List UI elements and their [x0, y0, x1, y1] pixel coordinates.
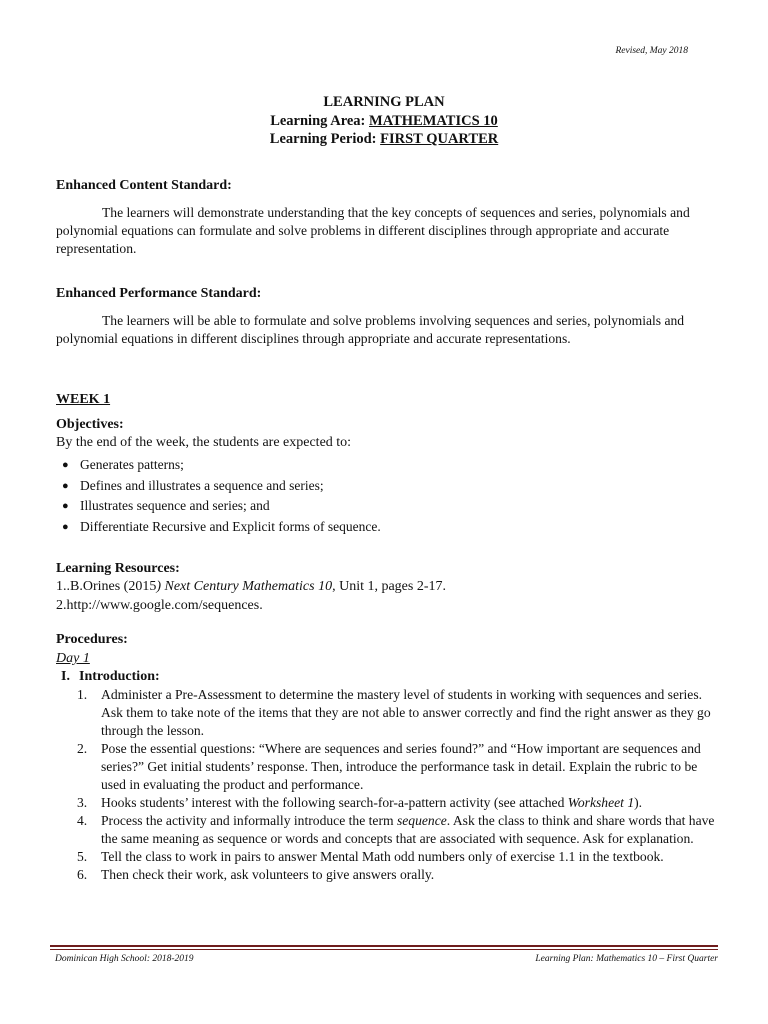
- resource-item-2: 2.http://www.google.com/sequences.: [56, 598, 263, 613]
- objectives-list: [62, 455, 381, 537]
- list-item: 4. Process the activity and informally introduce the term sequence. Ask the class to think and share words that have the same meaning as sequence or words and concepts that are associated with sequence. Ask for explanation.: [77, 813, 715, 846]
- footer-rule-thin: [50, 949, 718, 950]
- list-item: 5. Tell the class to work in pairs to answer Mental Math odd numbers only of exercise 1.1 in the textbook.: [77, 849, 664, 864]
- list-item: 6. Then check their work, ask volunteers to give answers orally.: [77, 867, 435, 882]
- content-standard-text: The learners will demonstrate understanding that the key concepts of sequences and series, polynomials and polynomial equations can formulate and solve problems in different disciplines through appropriate and accurate representation.: [56, 205, 690, 257]
- objectives-title: Objectives:: [56, 417, 124, 432]
- week-heading: WEEK 1: [56, 392, 111, 407]
- performance-standard-title: Enhanced Performance Standard:: [56, 286, 262, 301]
- revision-note: Revised, May 2018: [615, 46, 688, 56]
- resources-title: Learning Resources:: [56, 561, 180, 576]
- footer-title: Learning Plan: Mathematics 10 – First Quarter: [535, 954, 718, 964]
- content-standard-title: Enhanced Content Standard:: [56, 178, 232, 193]
- list-item: ● Generates patterns;: [62, 455, 381, 476]
- list-item: 2. Pose the essential questions: “Where are sequences and series found?” and “How important are sequences and series?” Get initial students’ response. Then, introduce the performance task in detail. Explain the rubric to be used in evaluating the product and performance.: [77, 741, 701, 792]
- learning-period-value: FIRST QUARTER: [380, 131, 499, 147]
- footer-school: Dominican High School: 2018-2019: [55, 954, 194, 964]
- performance-standard-text: The learners will be able to formulate and solve problems involving sequences and series, polynomials and polynomial equations in different disciplines through appropriate and accurate representations.: [56, 313, 685, 347]
- objectives-intro: By the end of the week, the students are expected to:: [56, 435, 352, 450]
- list-item: 3. Hooks students’ interest with the following search-for-a-pattern activity (see attached Worksheet 1).: [77, 795, 643, 810]
- section-heading: I. Introduction:: [61, 669, 160, 684]
- footer-rule: [50, 945, 718, 947]
- list-item: ● Defines and illustrates a sequence and series;: [62, 476, 381, 497]
- learning-area: Learning Area: MATHEMATICS 10: [270, 112, 498, 129]
- list-item: ● Illustrates sequence and series; and: [62, 496, 381, 517]
- procedure-steps: [77, 686, 717, 884]
- learning-area-value: MATHEMATICS 10: [369, 112, 498, 129]
- bullet-icon: ●: [62, 459, 69, 471]
- bullet-icon: ●: [62, 500, 69, 513]
- procedures-title: Procedures:: [56, 632, 128, 647]
- bullet-icon: ●: [62, 479, 69, 492]
- bullet-icon: ●: [62, 520, 69, 533]
- document-header: [0, 93, 768, 149]
- list-item: 1. Administer a Pre-Assessment to determine the mastery level of students in working with sequences and series. Ask them to take note of the items that they are not able to answer correctly and find the right answer as they go through the lesson.: [77, 687, 711, 738]
- resource-item-1: 1..B.Orines (2015) Next Century Mathematics 10, Unit 1, pages 2-17.: [56, 579, 447, 594]
- day-heading: Day 1: [56, 651, 90, 666]
- learning-period: Learning Period: FIRST QUARTER: [269, 131, 499, 147]
- document-title: LEARNING PLAN: [323, 94, 445, 110]
- list-item: ● Differentiate Recursive and Explicit forms of sequence.: [62, 517, 381, 538]
